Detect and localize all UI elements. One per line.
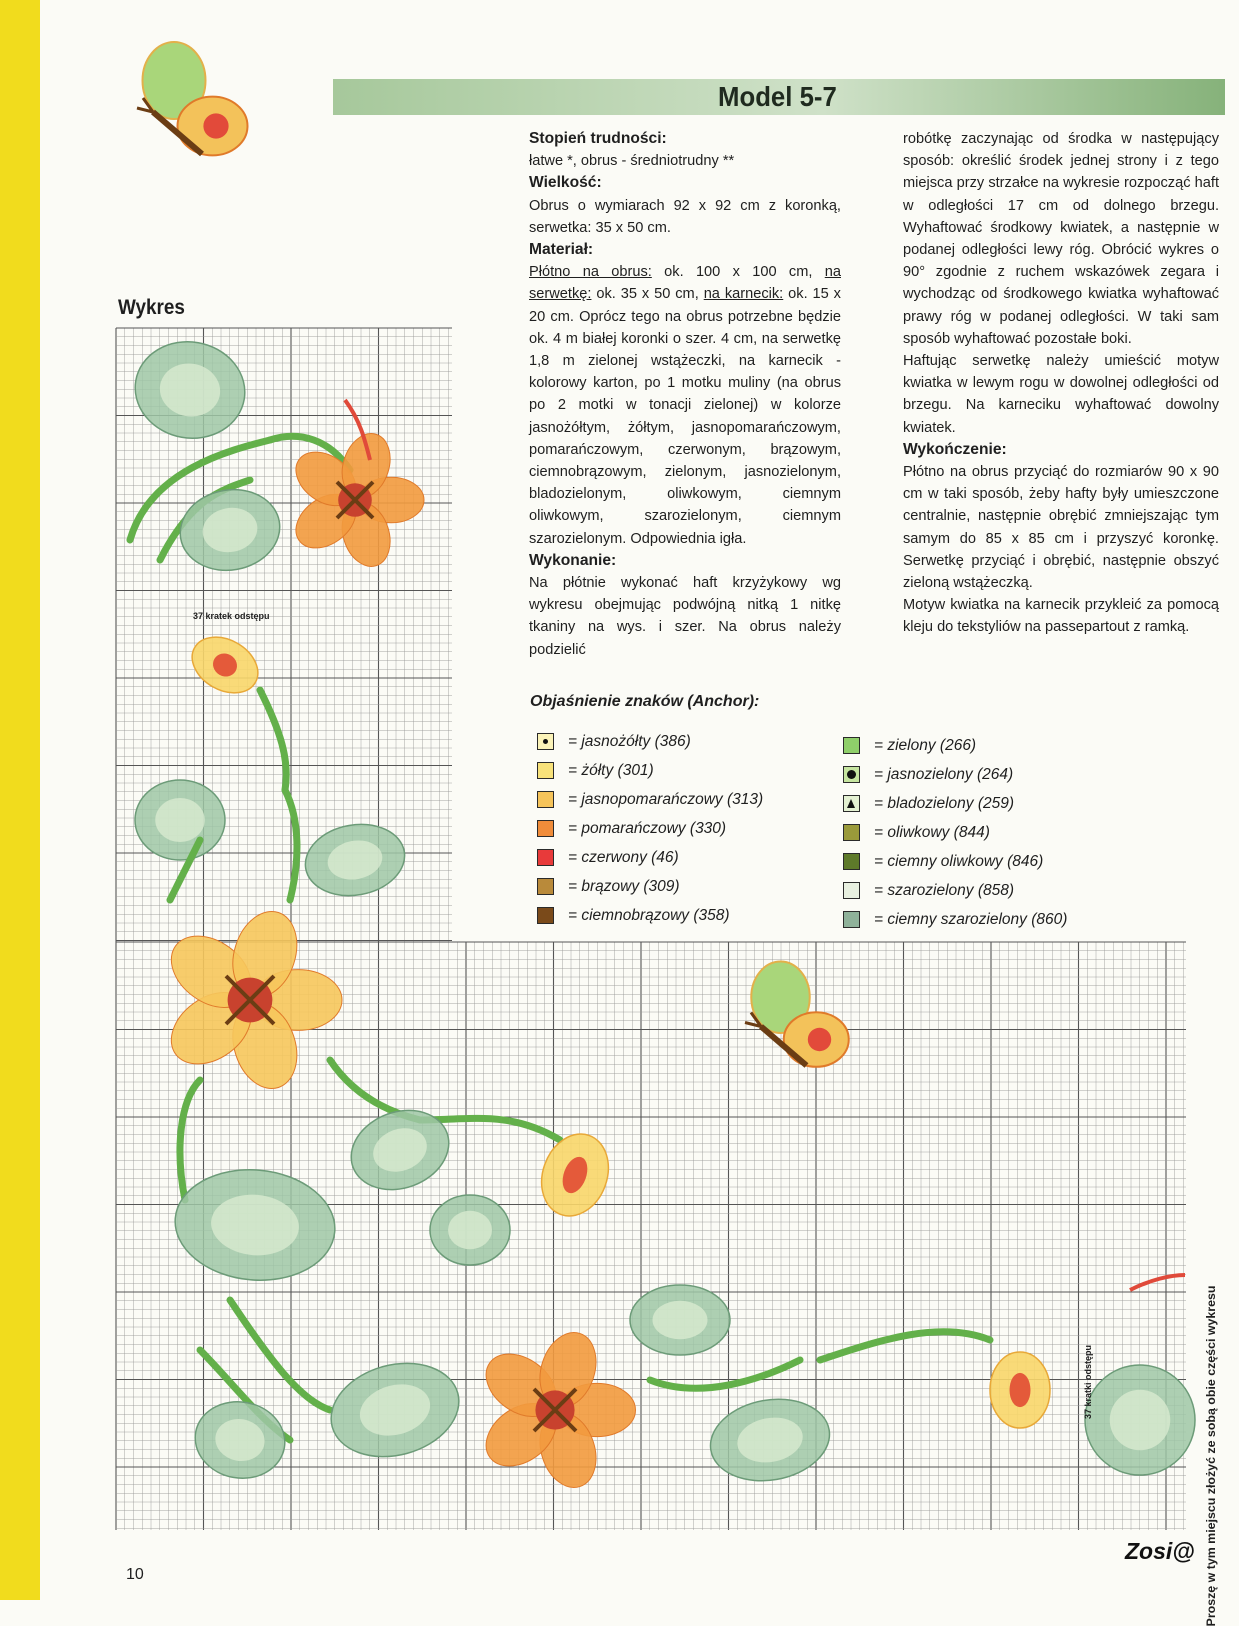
legend-swatch bbox=[843, 882, 860, 899]
legend-item bbox=[843, 789, 1067, 818]
finishing-heading: Wykończenie: bbox=[903, 440, 1007, 458]
legend-swatch bbox=[843, 795, 860, 812]
title-bar bbox=[333, 79, 1225, 115]
legend-label: = bladozielony (259) bbox=[874, 794, 1015, 812]
execution-text-3: Haftując serwetkę należy umieścić motyw kwiatka w lewym rogu w dowolnej odległości od brzegu. Na karneciku wyhaftować dowolny kwiatek. bbox=[903, 353, 1219, 436]
legend-swatch bbox=[843, 766, 860, 783]
leaf-motif-inner bbox=[448, 1211, 492, 1250]
legend-label: = ciemnobrązowy (358) bbox=[568, 906, 730, 924]
legend-label: = ciemny oliwkowy (846) bbox=[874, 852, 1044, 870]
tendril-line bbox=[1130, 1275, 1185, 1290]
legend-label: = jasnozielony (264) bbox=[874, 765, 1014, 783]
chart-heading: Wykres bbox=[118, 296, 185, 319]
stem-line bbox=[180, 1080, 200, 1200]
material-c-label: na karnecik: bbox=[703, 286, 784, 303]
finishing-text-2: Motyw kwiatka na karnecik przykleić za pomocą kleju do tekstyliów na passepartout z ramką. bbox=[903, 597, 1219, 636]
legend-label: = jasnożółty (386) bbox=[568, 732, 691, 750]
difficulty-heading: Stopień trudności: bbox=[529, 130, 667, 147]
legend-swatch bbox=[537, 791, 554, 808]
legend-left-column bbox=[537, 727, 763, 930]
legend-item bbox=[537, 901, 763, 930]
execution-text-2: robótkę zaczynając od środka w następujący sposób: określić środek jednej strony i z tego miejsca przy strzałce na wykresie rozpocząć haft w odległości 17 cm od dolnego brzegu. Wyhaftować środkowy kwiatek, a następnie w podanej odległości lewy róg. Obrócić wykres o 90° zgodnie z ruchem wskazówek zegara i wychodząc od środkowego kwiatka wyhaftować prawy róg w podanej odległości. W taki sam sposób wyhaftować pozostałe boki. bbox=[903, 131, 1219, 347]
legend-right-column bbox=[843, 731, 1067, 934]
size-heading: Wielkość: bbox=[529, 174, 602, 192]
legend-label: = pomarańczowy (330) bbox=[568, 819, 727, 837]
material-heading: Materiał: bbox=[529, 241, 594, 259]
legend-swatch bbox=[537, 907, 554, 924]
legend-label: = szarozielony (858) bbox=[874, 881, 1014, 899]
grid-spacing-label: 37 kratek odstępu bbox=[193, 611, 270, 621]
legend-label: = zielony (266) bbox=[874, 736, 977, 754]
execution-heading: Wykonanie: bbox=[529, 551, 617, 569]
execution-text-1: Na płótnie wykonać haft krzyżykowy wg wykresu obejmując podwójną nitką 1 nitkę tkaniny na wys. i szer. Na obrus należy podzielić bbox=[529, 575, 841, 658]
legend-label: = ciemny szarozielony (860) bbox=[874, 910, 1068, 928]
legend-item bbox=[843, 847, 1067, 876]
fold-note: Proszę w tym miejscu złożyć ze sobą obie części wykresu bbox=[1204, 1285, 1218, 1626]
butterfly-wing-spot bbox=[808, 1028, 831, 1051]
material-b-text: ok. 35 x 50 cm, bbox=[591, 286, 704, 303]
legend-swatch bbox=[537, 820, 554, 837]
legend-label: = brązowy (309) bbox=[568, 877, 680, 895]
legend-swatch bbox=[843, 911, 860, 928]
legend-label: = czerwony (46) bbox=[568, 848, 679, 866]
size-text: Obrus o wymiarach 92 x 92 cm z koronką, serwetka: 35 x 50 cm. bbox=[529, 197, 841, 236]
legend-item bbox=[843, 818, 1067, 847]
legend-item bbox=[537, 785, 763, 814]
legend-item bbox=[537, 727, 763, 756]
leaf-motif-inner bbox=[653, 1301, 708, 1340]
legend-item bbox=[843, 876, 1067, 905]
legend-item bbox=[537, 872, 763, 901]
legend-item bbox=[537, 843, 763, 872]
leaf-motif-inner bbox=[155, 798, 205, 842]
finishing-text-1: Płótno na obrus przyciąć do rozmiarów 90 x 90 cm w taki sposób, żeby hafty były umieszczone centralnie, następnie obrębić zmniejszając tym samym do 85 x 85 cm i przyszyć koronkę. Serwetkę przyciąć i obrębić, następnie obszyć zieloną wstążeczką. bbox=[903, 464, 1219, 592]
legend-swatch bbox=[843, 737, 860, 754]
instructions-column-2 bbox=[903, 128, 1219, 639]
page-title: Model 5-7 bbox=[718, 81, 837, 112]
legend-item bbox=[537, 756, 763, 785]
legend-title: Objaśnienie znaków (Anchor): bbox=[530, 693, 760, 710]
legend-item bbox=[537, 814, 763, 843]
material-c-text: ok. 15 x 20 cm. Oprócz tego na obrus potrzebne będzie ok. 4 m białej koronki o szer. 4 cm, na serwetkę 1,8 m zielonej wstążeczki, na karnecik - kolorowy karton, po 1 motku muliny (na obrus po 2 motki w tonacji zielonej) w kolorze jasnożółtym, żółtym, jasnopomarańczowym, pomarańczowym, czerwonym, brązowym, ciemnobrązowym, zielonym, jasnozielonym, bladozielonym, oliwkowym, ciemnym oliwkowym, szarozielonym, ciemnym szarozielonym. Odpowiednia igła. bbox=[529, 286, 841, 547]
legend-swatch bbox=[537, 849, 554, 866]
difficulty-text: łatwe *, obrus - średniotrudny ** bbox=[529, 153, 735, 170]
signature-watermark: Zosi@ bbox=[1125, 1538, 1195, 1564]
legend-swatch bbox=[843, 853, 860, 870]
legend-label: = jasnopomarańczowy (313) bbox=[568, 790, 764, 808]
legend-label: = żółty (301) bbox=[568, 761, 654, 779]
flower-bud-center bbox=[1010, 1373, 1031, 1407]
legend-swatch bbox=[843, 824, 860, 841]
page-number: 10 bbox=[126, 1566, 144, 1583]
material-a-text: ok. 100 x 100 cm, bbox=[651, 264, 825, 281]
butterfly-wing-spot bbox=[203, 113, 228, 138]
legend-label: = oliwkowy (844) bbox=[874, 823, 990, 841]
instructions-column-1 bbox=[529, 128, 841, 661]
legend-swatch bbox=[537, 762, 554, 779]
grid-spacing-label-vertical: 37 kratki odstępu bbox=[1083, 1344, 1093, 1420]
legend-item bbox=[843, 760, 1067, 789]
leaf-motif-inner bbox=[1110, 1390, 1171, 1451]
material-text bbox=[529, 261, 841, 550]
legend-swatch bbox=[537, 733, 554, 750]
stem-line bbox=[650, 1360, 800, 1388]
legend-swatch bbox=[537, 878, 554, 895]
stem-line bbox=[230, 1300, 330, 1410]
material-a-label: Płótno na obrus: bbox=[529, 264, 652, 281]
legend-item bbox=[843, 905, 1067, 934]
legend-item bbox=[843, 731, 1067, 760]
material-b-label: na serwetkę: bbox=[529, 264, 841, 303]
